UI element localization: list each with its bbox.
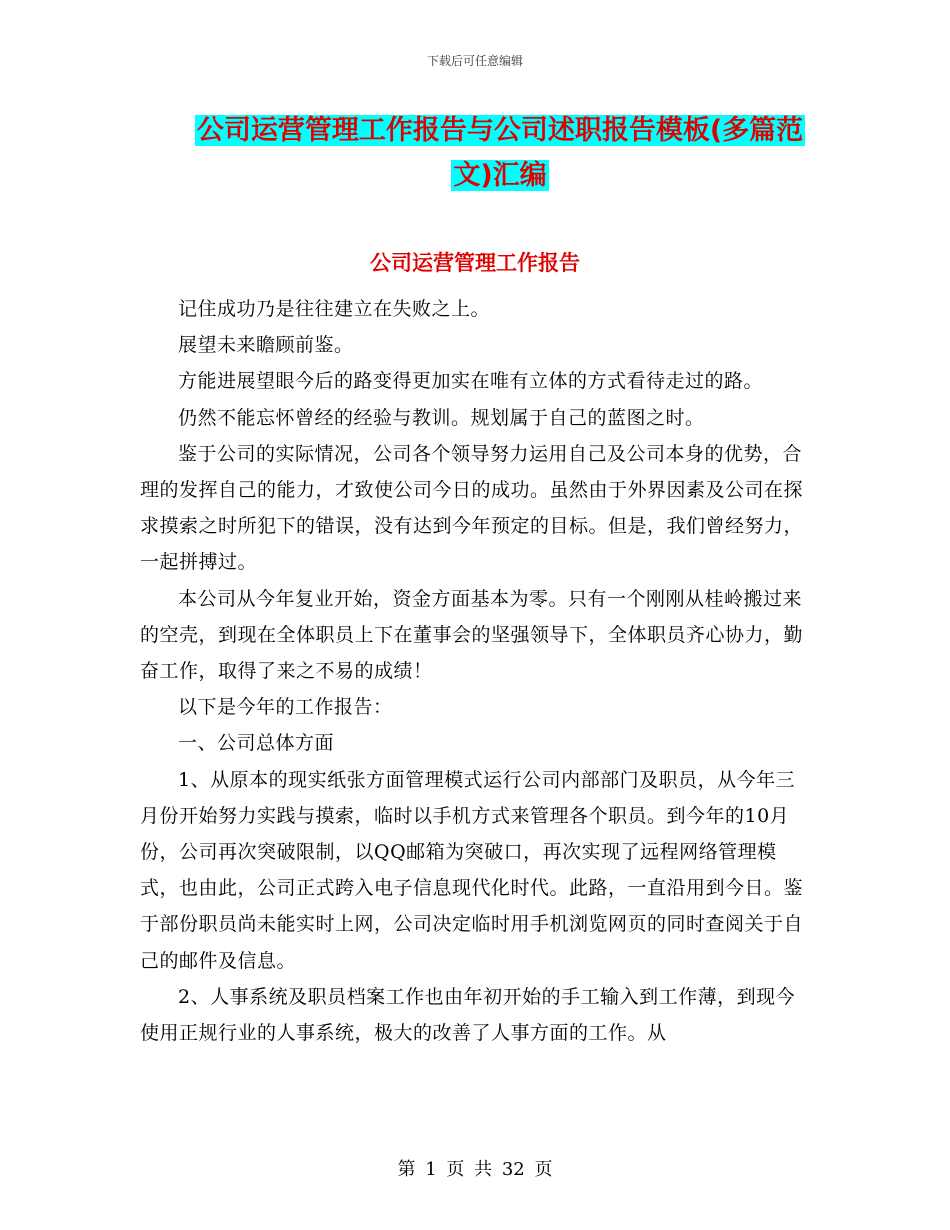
- paragraph: 1、从原本的现实纸张方面管理模式运行公司内部部门及职员，从今年三月份开始努力实践与摸索，临时以手机方式来管理各个职员。到今年的10月份，公司再次突破限制，以QQ邮箱为突破口，再次实现了远程网络管理模式，也由此，公司正式跨入电子信息现代化时代。此路，一直沿用到今日。鉴于部份职员尚未能实时上网，公司决定临时用手机浏览网页的同时查阅关于自己的邮件及信息。: [140, 768, 804, 972]
- paragraph: 展望未来瞻顾前鉴。: [178, 334, 354, 357]
- paragraph: 仍然不能忘怀曾经的经验与教训。规划属于自己的蓝图之时。: [178, 406, 705, 429]
- paragraph: 以下是今年的工作报告：: [178, 696, 393, 719]
- body-text: [140, 291, 810, 1051]
- document-title-line-2: 文)汇编: [453, 160, 547, 191]
- paragraph: 鉴于公司的实际情况，公司各个领导努力运用自己及公司本身的优势，合理的发挥自己的能力，才致使公司今日的成功。虽然由于外界因素及公司在探求摸索之时所犯下的错误，没有达到今年预定的目标。但是，我们曾经努力，一起拼搏过。: [140, 442, 804, 574]
- document-title: [140, 108, 860, 198]
- section-title: 公司运营管理工作报告: [370, 251, 580, 275]
- paragraph: 2、人事系统及职员档案工作也由年初开始的手工输入到工作薄，到现今使用正规行业的人事系统，极大的改善了人事方面的工作。从: [140, 985, 796, 1045]
- document-title-line-1: 公司运营管理工作报告与公司述职报告模板(多篇范: [196, 115, 804, 146]
- paragraph: 方能进展望眼今后的路变得更加实在唯有立体的方式看待走过的路。: [178, 370, 764, 393]
- paragraph: 一、公司总体方面: [178, 732, 335, 755]
- paragraph: 本公司从今年复业开始，资金方面基本为零。只有一个刚刚从桂岭搬过来的空壳，到现在全体职员上下在董事会的坚强领导下，全体职员齐心协力，勤奋工作，取得了来之不易的成绩！: [140, 587, 804, 683]
- page-footer: 第 1 页 共 32 页: [397, 1159, 553, 1180]
- paragraph: 记住成功乃是往往建立在失败之上。: [178, 298, 491, 320]
- page-header: 下载后可任意编辑: [426, 54, 523, 68]
